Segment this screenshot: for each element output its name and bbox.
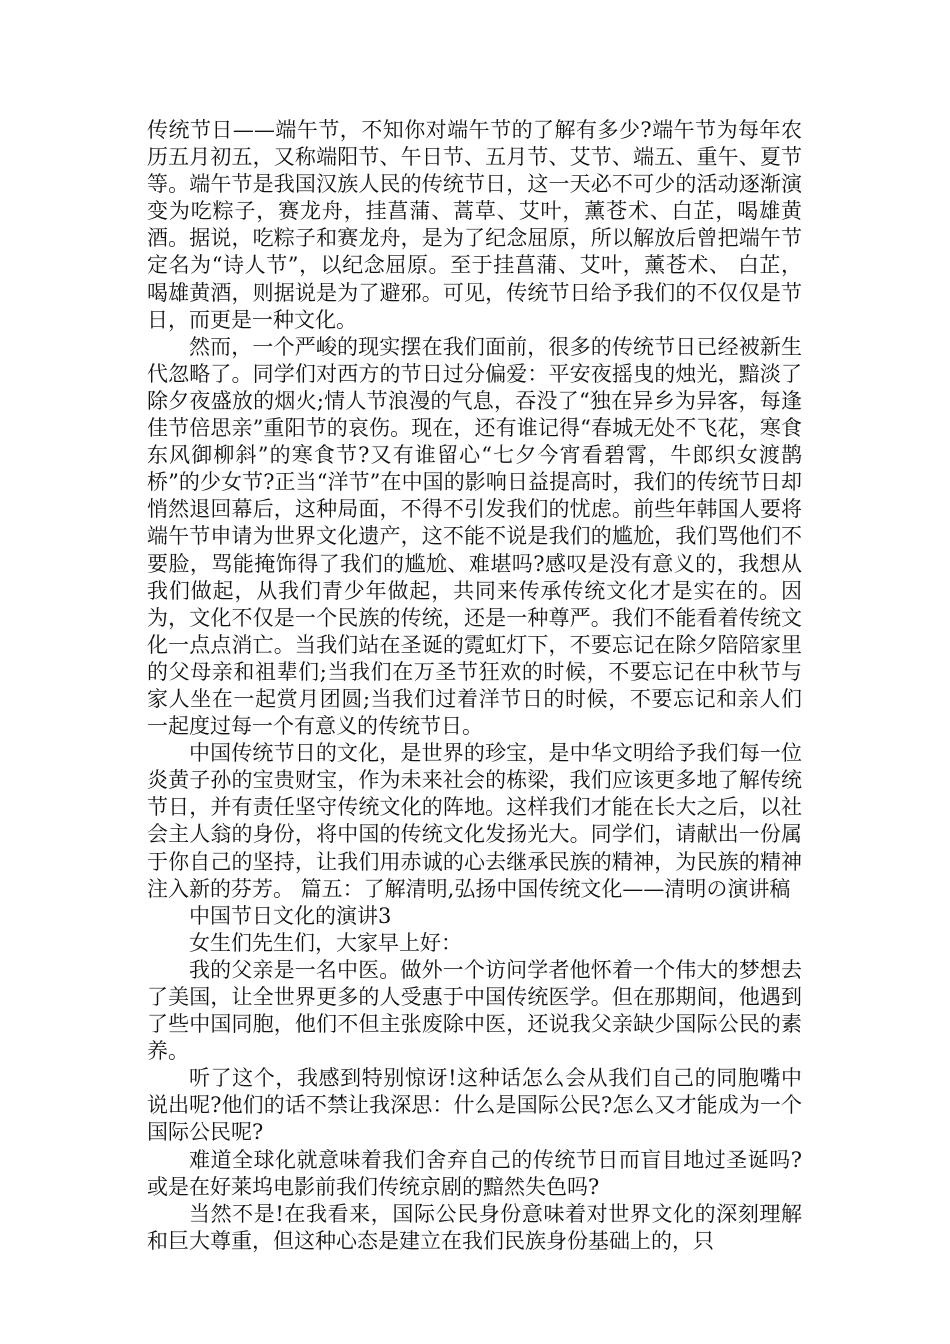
- body-text: [147, 117, 802, 1255]
- speech-greeting: 女生们先生们，大家早上好：: [189, 930, 462, 955]
- paragraph-father-doctor: 我的父亲是一名中医。做外一个访问学者他怀着一个伟大的梦想去了美国，让全世界更多的人受惠于中国传统医学。但在那期间，他遇到了些中国同胞，他们不但主张废除中医，还说我父亲缺少国际公民的素养。: [147, 957, 802, 1064]
- paragraph-answer: 当然不是!在我看来，国际公民身份意味着对世界文化的深刻理解和巨大尊重，但这种心态是建立在我们民族身份基础上的，只: [147, 1201, 802, 1253]
- speech-title: 中国节日文化的演讲3: [189, 903, 392, 928]
- paragraph-cultural-treasure: 中国传统节日的文化，是世界的珍宝，是中华文明给予我们每一位炎黄子孙的宝贵财宝，作为未来社会的栋梁，我们应该更多地了解传统节日，并有责任坚守传统文化的阵地。这样我们才能在长大之后，以社会主人翁的身份，将中国的传统文化发扬光大。同学们，请献出一份属于你自己的坚持，让我们用赤诚的心去继承民族的精神，为民族的精神注入新的芬芳。 篇五：了解清明,弘扬中国传统文化——清明の演讲稿: [147, 741, 802, 901]
- paragraph-global-citizen-question: 听了这个，我感到特别惊讶!这种话怎么会从我们自己的同胞嘴中说出呢?他们的话不禁让我深思：什么是国际公民?怎么又才能成为一个国际公民呢?: [147, 1066, 802, 1145]
- paragraph-dragon-boat-festival: 传统节日——端午节，不知你对端午节的了解有多少?端午节为每年农历五月初五，又称端阳节、午日节、五月节、艾节、端五、重午、夏节等。端午节是我国汉族人民的传统节日，这一天必不可少的活动逐渐演变为吃粽子，赛龙舟，挂菖蒲、蒿草、艾叶，薰苍术、白芷，喝雄黄酒。据说，吃粽子和赛龙舟，是为了纪念屈原，所以解放后曾把端午节定名为“诗人节”，以纪念屈原。至于挂菖蒲、艾叶，薰苍术、 白芷，喝雄黄酒，则据说是为了避邪。可见，传统节日给予我们的不仅仅是节日，而更是一种文化。: [147, 118, 802, 332]
- paragraph-neglected-traditions: 然而，一个严峻的现实摆在我们面前，很多的传统节日已经被新生代忽略了。同学们对西方的节日过分偏爱：平安夜摇曳的烛光，黯淡了除夕夜盛放的烟火;情人节浪漫的气息，吞没了“独在异乡为异客，每逢佳节倍思亲”重阳节的哀伤。现在，还有谁记得“春城无处不飞花，寒食东风御柳斜”的寒食节?又有谁留心“七夕今宵看碧霄，牛郎织女渡鹊桥”的少女节?正当“洋节”在中国的影响日益提高时，我们的传统节日却悄然退回幕后，这种局面，不得不引发我们的忧虑。前些年韩国人要将端午节申请为世界文化遗产，这不能不说是我们的尴尬，我们骂他们不要脸，骂能掩饰得了我们的尴尬、难堪吗?感叹是没有意义的，我想从我们做起，从我们青少年做起，共同来传承传统文化才是实在的。因为，文化不仅是一个民族的传统，还是一种尊严。我们不能看着传统文化一点点消亡。当我们站在圣诞的霓虹灯下，不要忘记在除夕陪陪家里的父母亲和祖辈们;当我们在万圣节狂欢的时候，不要忘记在中秋节与家人坐在一起赏月团圆;当我们过着洋节日的时候，不要忘记和亲人们一起度过每一个有意义的传统节日。: [147, 334, 802, 739]
- paragraph-globalization-question: 难道全球化就意味着我们舍弃自己的传统节日而盲目地过圣诞吗?或是在好莱坞电影前我们传统京剧的黯然失色吗?: [147, 1147, 802, 1199]
